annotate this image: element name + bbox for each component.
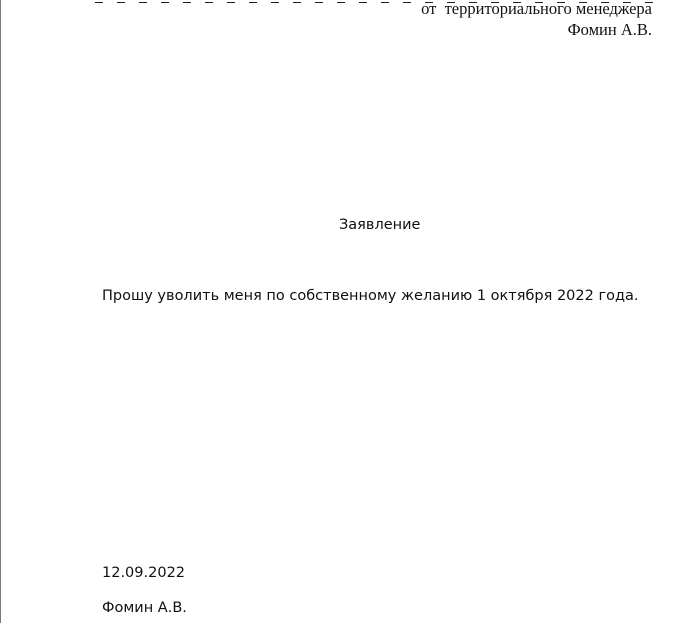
document-title: Заявление: [339, 217, 421, 233]
page-left-edge: [0, 0, 1, 623]
signature-name: Фомин А.В.: [102, 600, 187, 616]
header-from-line: от территориального менеджера: [421, 0, 652, 18]
request-text: Прошу уволить меня по собственному желанию 1 октября 2022 года.: [102, 288, 639, 304]
document-date: 12.09.2022: [102, 565, 186, 581]
header-name-line: Фомин А.В.: [567, 20, 652, 39]
